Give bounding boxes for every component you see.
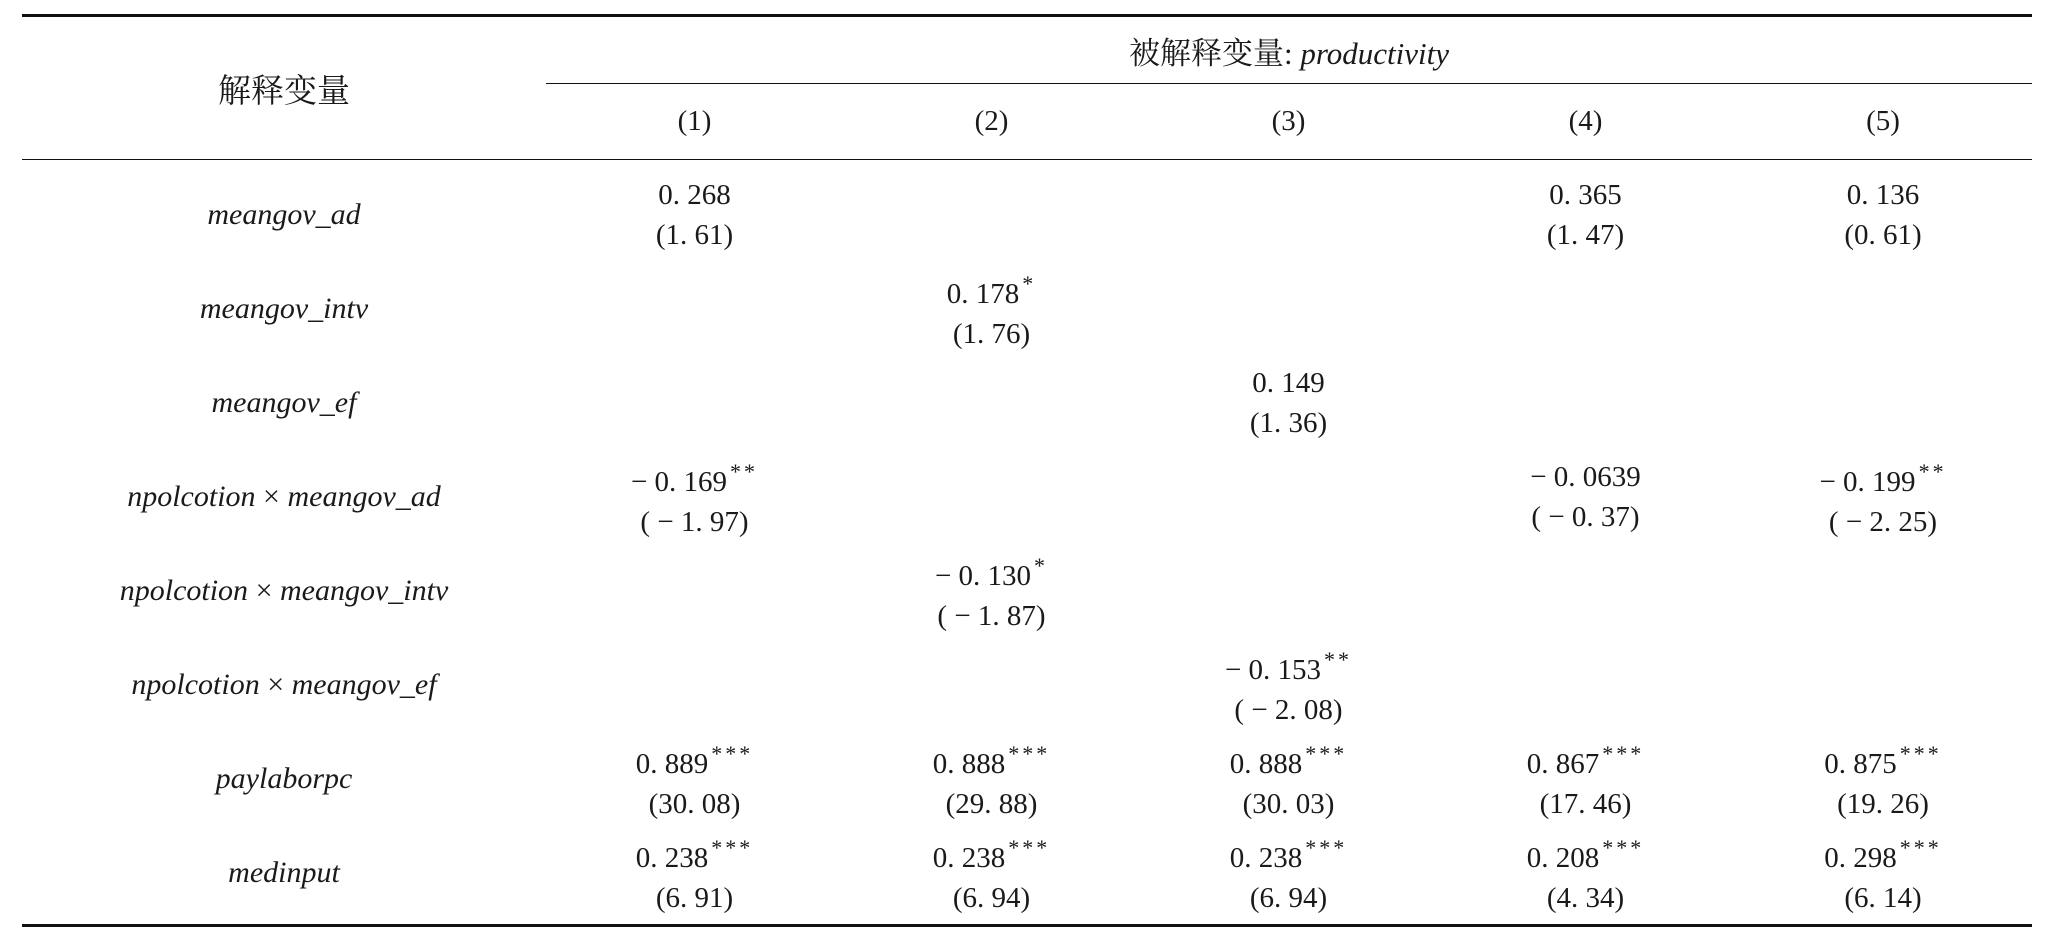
table-cell <box>546 262 843 356</box>
coefficient <box>1437 175 1734 215</box>
coefficient <box>1734 734 2032 784</box>
coefficient-value: − 0. 0639 <box>1530 461 1641 493</box>
table-cell <box>1734 544 2032 638</box>
coefficient-value: 0. 888 <box>932 748 1006 780</box>
coefficient <box>1734 175 2032 215</box>
times-operator: × <box>259 668 292 701</box>
coefficient <box>843 828 1140 878</box>
t-statistic: (6. 94) <box>952 882 1031 914</box>
table-cell <box>1140 732 1437 826</box>
table-cell <box>1734 732 2032 826</box>
column-header-1: (1) <box>677 105 712 138</box>
t-statistic: (29. 88) <box>945 788 1038 820</box>
significance-stars: *** <box>1008 741 1051 766</box>
table-row <box>22 732 2032 826</box>
results-table <box>22 14 2032 927</box>
row-label-part: meangov_ad <box>287 480 441 513</box>
table-cell <box>1140 262 1437 356</box>
coefficient <box>1140 828 1437 878</box>
row-label <box>22 544 546 638</box>
t-statistic: ( − 2. 25) <box>1828 506 1938 538</box>
table-cell <box>1734 826 2032 926</box>
coefficient <box>546 828 843 878</box>
table-cell <box>1437 544 1734 638</box>
row-label-part: npolcotion <box>127 480 256 513</box>
table-cell <box>1734 450 2032 544</box>
table-cell <box>1140 638 1437 732</box>
t-statistic: (4. 34) <box>1546 882 1625 914</box>
row-label <box>22 450 546 544</box>
table-cell <box>843 826 1140 926</box>
t-statistic: (17. 46) <box>1539 788 1632 820</box>
table-cell <box>1437 262 1734 356</box>
coefficient-value: − 0. 130 <box>934 560 1032 592</box>
coefficient-value: 0. 178 <box>946 278 1020 310</box>
coefficient-value: 0. 238 <box>932 842 1006 874</box>
row-label: meangov_ef <box>211 386 357 419</box>
t-statistic: ( − 1. 87) <box>937 600 1046 632</box>
table-row <box>22 356 2032 450</box>
table-cell <box>1734 160 2032 263</box>
table-cell <box>1437 450 1734 544</box>
significance-stars: *** <box>1008 835 1051 860</box>
row-label-part: meangov_intv <box>279 574 449 607</box>
table-cell <box>1140 544 1437 638</box>
coefficient-value: 0. 149 <box>1252 367 1325 399</box>
row-label: medinput <box>228 856 340 889</box>
table-cell <box>1437 160 1734 263</box>
t-statistic: ( − 2. 08) <box>1234 694 1343 726</box>
t-statistic: (1. 61) <box>655 219 734 251</box>
table-row <box>22 638 2032 732</box>
column-header-5: (5) <box>1866 105 1900 138</box>
table-cell <box>546 356 843 450</box>
significance-stars: ** <box>1918 459 1947 484</box>
coefficient-value: 0. 208 <box>1526 842 1600 874</box>
table-cell <box>1734 638 2032 732</box>
dependent-variable-name: productivity <box>1300 35 1450 71</box>
table-cell <box>546 638 843 732</box>
times-operator: × <box>248 574 280 607</box>
coefficient-value: − 0. 153 <box>1224 654 1322 686</box>
column-header-2: (2) <box>974 105 1009 138</box>
coefficient <box>1140 640 1437 690</box>
coefficient <box>1437 734 1734 784</box>
dependent-variable-prefix: 被解释变量: <box>1129 35 1301 71</box>
table-cell <box>1734 356 2032 450</box>
column-header-4: (4) <box>1568 105 1603 138</box>
table-row <box>22 544 2032 638</box>
significance-stars: *** <box>1305 741 1348 766</box>
dependent-variable-header <box>546 16 2032 84</box>
coefficient <box>843 264 1140 314</box>
row-label: paylaborpc <box>215 762 353 795</box>
t-statistic: (30. 03) <box>1242 788 1335 820</box>
table-cell <box>843 732 1140 826</box>
coefficient-value: − 0. 169 <box>630 466 728 498</box>
t-statistic: (19. 26) <box>1837 788 1929 820</box>
row-label-part: npolcotion <box>119 574 249 607</box>
coefficient-value: 0. 238 <box>635 842 709 874</box>
coefficient <box>1734 828 2032 878</box>
coefficient-value: 0. 867 <box>1526 748 1600 780</box>
significance-stars: *** <box>1602 835 1645 860</box>
coefficient <box>1734 452 2032 502</box>
coefficient-value: 0. 238 <box>1229 842 1303 874</box>
t-statistic: (0. 61) <box>1844 219 1922 251</box>
table-cell <box>1734 262 2032 356</box>
table-cell <box>843 160 1140 263</box>
coefficient-value: 0. 888 <box>1229 748 1303 780</box>
coefficient <box>546 175 843 215</box>
table-cell <box>546 826 843 926</box>
table-cell <box>843 638 1140 732</box>
explanatory-variable-header: 解释变量 <box>22 16 546 160</box>
significance-stars: *** <box>1602 741 1645 766</box>
significance-stars: ** <box>1324 647 1353 672</box>
table-cell <box>546 732 843 826</box>
regression-table <box>22 14 2032 927</box>
coefficient <box>843 546 1140 596</box>
coefficient <box>1437 457 1734 497</box>
table-cell <box>1140 450 1437 544</box>
significance-stars: *** <box>711 835 754 860</box>
significance-stars: *** <box>1899 835 1942 860</box>
column-header-3: (3) <box>1271 105 1306 138</box>
t-statistic: (30. 08) <box>648 788 741 820</box>
t-statistic: ( − 1. 97) <box>640 506 749 538</box>
coefficient <box>1140 363 1437 403</box>
table-cell <box>843 356 1140 450</box>
table-cell <box>1140 356 1437 450</box>
t-statistic: ( − 0. 37) <box>1531 501 1640 533</box>
significance-stars: *** <box>1305 835 1348 860</box>
coefficient <box>843 734 1140 784</box>
significance-stars: * <box>1034 553 1049 578</box>
significance-stars: *** <box>711 741 754 766</box>
coefficient-value: − 0. 199 <box>1819 466 1916 498</box>
coefficient-value: 0. 268 <box>658 179 731 211</box>
table-cell <box>546 450 843 544</box>
coefficient <box>546 734 843 784</box>
table-row <box>22 450 2032 544</box>
coefficient-value: 0. 889 <box>635 748 709 780</box>
table-cell <box>1437 732 1734 826</box>
table-row <box>22 826 2032 926</box>
coefficient <box>1437 828 1734 878</box>
t-statistic: (1. 47) <box>1546 219 1625 251</box>
table-cell <box>843 262 1140 356</box>
row-label <box>22 638 546 732</box>
table-cell <box>1437 826 1734 926</box>
row-label-part: npolcotion <box>131 668 260 701</box>
significance-stars: * <box>1022 271 1037 296</box>
coefficient-value: 0. 298 <box>1824 842 1897 874</box>
t-statistic: (1. 36) <box>1249 407 1328 439</box>
t-statistic: (6. 94) <box>1249 882 1328 914</box>
times-operator: × <box>255 480 288 513</box>
table-body <box>22 160 2032 926</box>
coefficient <box>546 452 843 502</box>
row-label: meangov_intv <box>199 292 369 325</box>
row-label-part: meangov_ef <box>291 668 437 701</box>
table-cell <box>843 544 1140 638</box>
significance-stars: ** <box>730 459 759 484</box>
table-cell <box>1437 638 1734 732</box>
table-cell <box>843 450 1140 544</box>
coefficient-value: 0. 875 <box>1824 748 1897 780</box>
table-row <box>22 160 2032 263</box>
table-cell <box>1140 160 1437 263</box>
table-cell <box>1437 356 1734 450</box>
significance-stars: *** <box>1899 741 1942 766</box>
table-row <box>22 262 2032 356</box>
t-statistic: (6. 91) <box>655 882 734 914</box>
table-cell <box>1140 826 1437 926</box>
table-cell <box>546 544 843 638</box>
coefficient-value: 0. 365 <box>1549 179 1622 211</box>
t-statistic: (6. 14) <box>1844 882 1922 914</box>
coefficient <box>1140 734 1437 784</box>
t-statistic: (1. 76) <box>952 318 1031 350</box>
coefficient-value: 0. 136 <box>1846 179 1920 211</box>
row-label: meangov_ad <box>207 198 361 231</box>
table-cell <box>546 160 843 263</box>
